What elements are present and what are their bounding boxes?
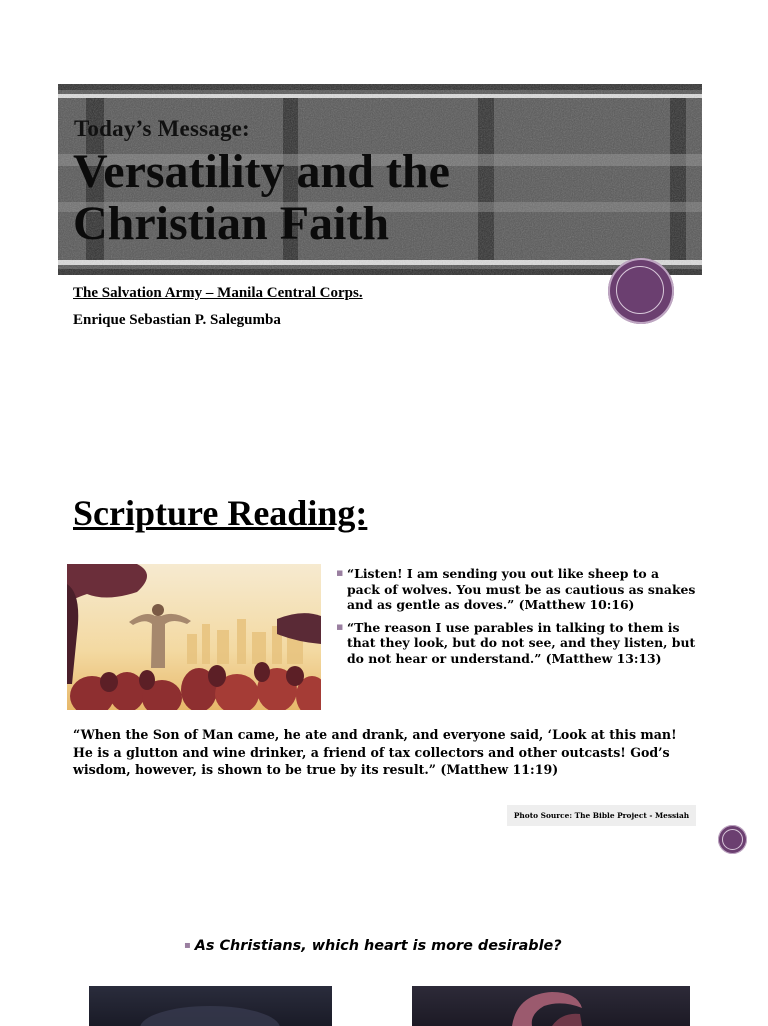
verse-item (336, 620, 696, 667)
heart-image-right (412, 986, 690, 1026)
title-banner (58, 84, 702, 275)
square-bullet-icon: ▪ (184, 940, 191, 951)
author-name: Enrique Sebastian P. Salegumba (73, 312, 281, 328)
title-line-1: Versatility and the (73, 145, 450, 198)
organization-name: The Salvation Army – Manila Central Corps. (73, 285, 363, 301)
discussion-question (184, 938, 562, 954)
verse-text: “The reason I use parables in talking to them is that they look, but do not see, and they listen, but do not hear or understand.” (Matthew 13:13) (347, 619, 696, 666)
scripture-heading: Scripture Reading: (73, 493, 368, 533)
scripture-quote: “When the Son of Man came, he ate and drank, and everyone said, ‘Look at this man! He is a glutton and wine drinker, a friend of tax collectors and other outcasts! God’s wisdom, however, is shown to be true by its result.” (Matthew 11:19) (73, 727, 677, 777)
slide-title (73, 146, 450, 250)
verse-item (336, 566, 696, 613)
square-bullet-icon: ▪ (336, 566, 344, 579)
verse-text: “Listen! I am sending you out like sheep to a pack of wolves. You must be as cautious as snakes and as gentle as doves.” (Matthew 10:16) (347, 566, 696, 612)
heart-image-left (89, 986, 332, 1026)
decorative-circle-small (718, 825, 747, 854)
photo-source-caption: Photo Source: The Bible Project - Messiah (507, 805, 696, 826)
square-bullet-icon: ▪ (336, 619, 344, 633)
question-text: As Christians, which heart is more desirable? (194, 938, 562, 954)
message-label: Today’s Message: (74, 116, 250, 141)
jesus-crowd-illustration (67, 564, 321, 710)
decorative-circle (608, 258, 674, 324)
verse-list (336, 566, 696, 673)
title-line-2: Christian Faith (73, 197, 390, 250)
